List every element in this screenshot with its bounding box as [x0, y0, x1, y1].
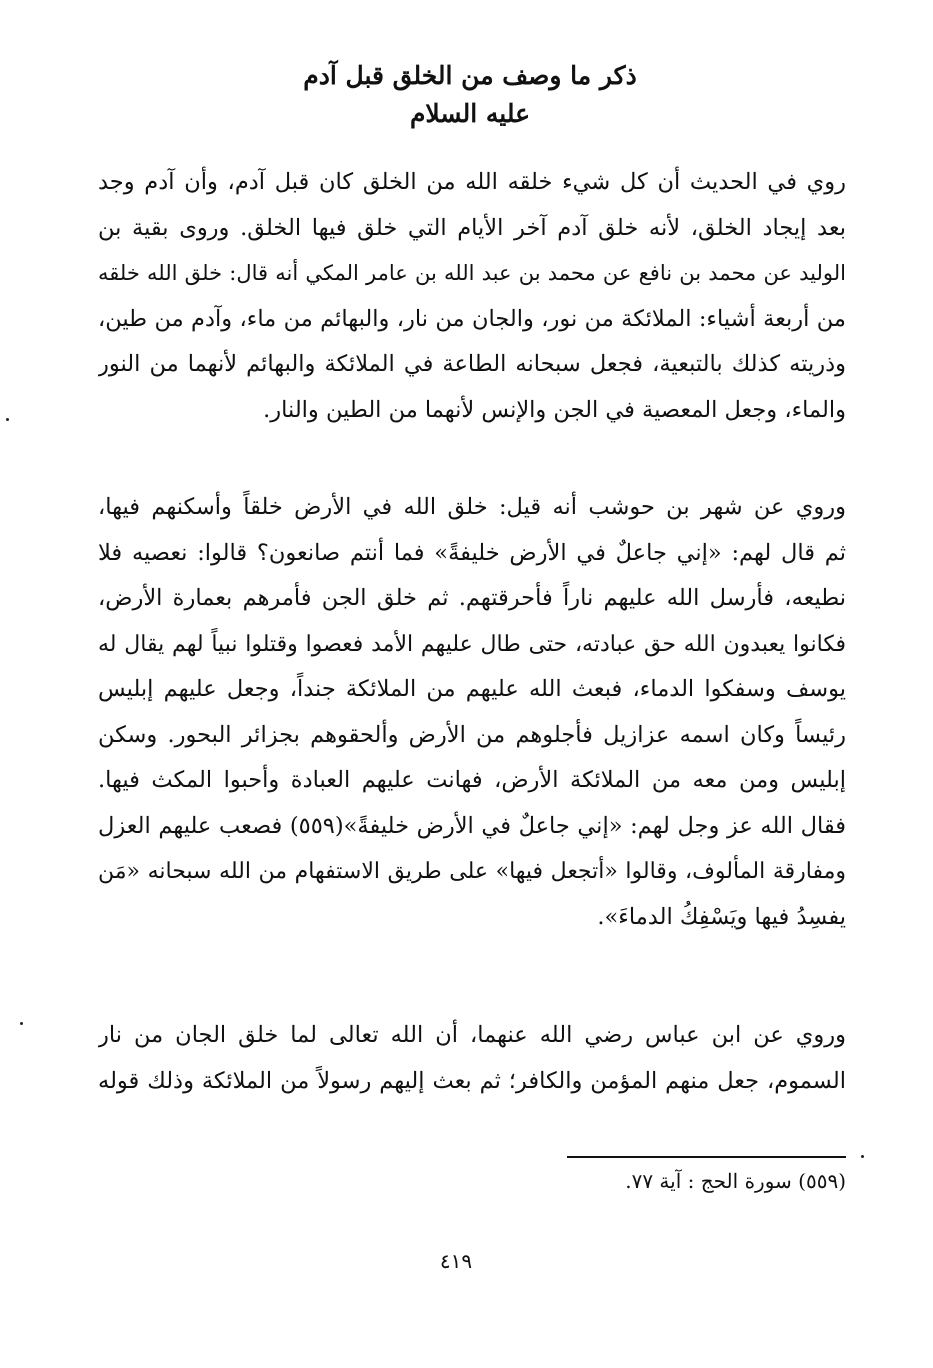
text-line: والماء، وجعل المعصية في الجن والإنس لأنهما من الطين والنار.	[263, 396, 846, 423]
text-line: إبليس ومن معه من الملائكة الأرض، فهانت عليهم العبادة وأحبوا المكث فيها.	[98, 767, 846, 793]
text-line: رئيساً وكان اسمه عزازيل فأجلوهم من الأرض وألحقوهم بجزائر البحور. وسكن	[98, 721, 846, 748]
text-line: وروي عن ابن عباس رضي الله عنهما، أن الله تعالى لما خلق الجان من نار	[98, 1022, 846, 1048]
paragraph-3	[98, 1013, 846, 1104]
text-line: يفسِدُ فيها ويَسْفِكُ الدماءَ».	[597, 903, 846, 930]
scan-speck	[20, 1022, 23, 1025]
text-line: روي في الحديث أن كل شيء خلقه الله من الخلق كان قبل آدم، وأن آدم وجد	[98, 169, 846, 195]
text-line: الوليد عن محمد بن نافع عن محمد بن عبد الله بن عامر المكي أنه قال: خلق الله خلقه	[98, 261, 846, 285]
chapter-title: ذكر ما وصف من الخلق قبل آدم	[303, 61, 637, 90]
page-number: ٤١٩	[439, 1249, 473, 1273]
paragraph-2	[98, 485, 846, 940]
text-line: فقال الله عز وجل لهم: «إني جاعلٌ في الأرض خليفةً»(٥٥٩) فصعب عليهم العزل	[98, 812, 846, 839]
text-line: نطيعه، فأرسل الله عليهم ناراً فأحرقتهم. ثم خلق الجن فأمرهم بعمارة الأرض،	[98, 585, 846, 611]
text-line: السموم، جعل منهم المؤمن والكافر؛ ثم بعث إليهم رسولاً من الملائكة وذلك قوله	[98, 1067, 846, 1094]
text-line: وذريته كذلك بالتبعية، فجعل سبحانه الطاعة في الملائكة والبهائم لأنهما من النور	[98, 351, 846, 377]
scan-speck	[861, 1155, 864, 1158]
text-line: بعد إيجاد الخلق، لأنه خلق آدم آخر الأيام التي خلق فيها الخلق. وروى بقية بن	[98, 214, 846, 241]
text-line: فكانوا يعبدون الله حق عبادته، حتى طال عليهم الأمد فعصوا وقتلوا نبياً لهم يقال له	[98, 631, 846, 657]
text-line: ثم قال لهم: «إني جاعلٌ في الأرض خليفةً» فما أنتم صانعون؟ قالوا: نعصيه فلا	[98, 539, 846, 566]
text-line: ومفارقة المألوف، وقالوا «أتجعل فيها» على طريق الاستفهام من الله سبحانه «مَن	[98, 859, 846, 884]
text-line: من أربعة أشياء: الملائكة من نور، والجان من نار، والبهائم من ماء، وآدم من طين،	[98, 305, 846, 332]
scan-speck	[6, 418, 9, 421]
footnote-divider	[567, 1156, 846, 1158]
text-line: وروي عن شهر بن حوشب أنه قيل: خلق الله في الأرض خلقاً وأسكنهم فيها،	[98, 494, 846, 520]
text-line: يوسف وسفكوا الدماء، فبعث الله عليهم من الملائكة جنداً، وجعل عليهم إبليس	[98, 676, 846, 702]
chapter-subtitle: عليه السلام	[409, 99, 531, 128]
paragraph-1	[98, 160, 846, 433]
footnote: (٥٥٩) سورة الحج : آية ٧٧.	[625, 1169, 846, 1193]
